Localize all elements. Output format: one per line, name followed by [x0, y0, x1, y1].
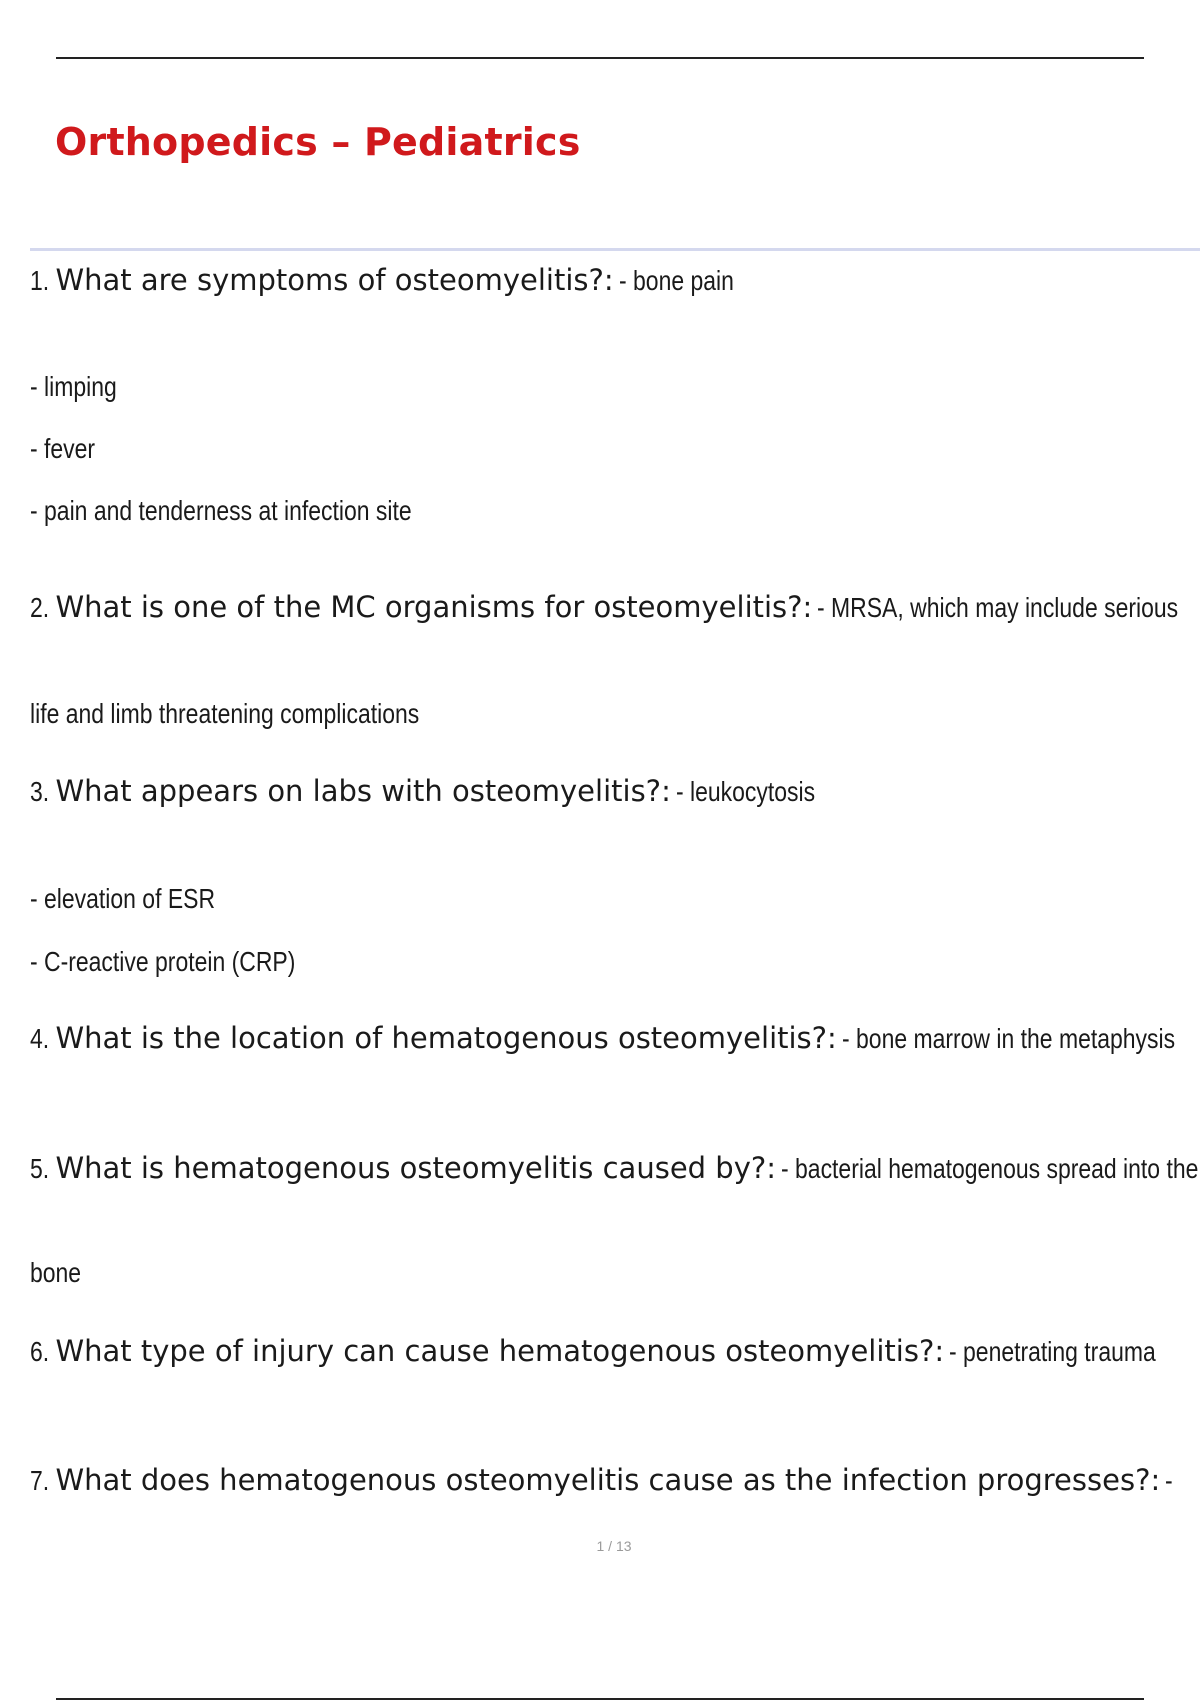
list-item-5 [30, 1151, 1200, 1185]
item-answer: - leukocytosis [675, 776, 816, 807]
item-answer: - MRSA, which may include serious [817, 592, 1179, 623]
item-answer: - penetrating trauma [949, 1336, 1156, 1367]
item-question: What are symptoms of osteomyelitis?: [55, 263, 614, 297]
answer-line: - C-reactive protein (CRP) [30, 946, 296, 977]
item-number: 4. [30, 1023, 50, 1054]
list-item-3 [30, 774, 846, 808]
item-number: 3. [30, 776, 50, 807]
item-question: What type of injury can cause hematogenous osteomyelitis?: [55, 1334, 945, 1368]
item-number: 5. [30, 1153, 50, 1184]
item-number: 1. [30, 265, 50, 296]
answer-line: - fever [30, 433, 96, 464]
answer-line: life and limb threatening complications [30, 698, 420, 729]
item-question: What is one of the MC organisms for osteomyelitis?: [55, 590, 813, 624]
title-divider [30, 248, 1200, 251]
item-question: What does hematogenous osteomyelitis cause as the infection progresses?: [55, 1463, 1161, 1497]
item-question: What is hematogenous osteomyelitis caused by?: [55, 1151, 777, 1185]
list-item-1 [30, 263, 759, 297]
answer-line: - limping [30, 371, 117, 402]
item-number: 6. [30, 1336, 50, 1367]
list-item-4 [30, 1021, 1200, 1055]
list-item-7 [30, 1463, 1175, 1497]
list-item-2 [30, 590, 1200, 624]
item-number: 2. [30, 592, 50, 623]
answer-line: - pain and tenderness at infection site [30, 495, 412, 526]
document-title: Orthopedics – Pediatrics [55, 120, 581, 164]
list-item-6 [30, 1334, 1200, 1368]
item-answer: - [1165, 1465, 1173, 1496]
item-answer: - bacterial hematogenous spread into the [781, 1153, 1199, 1184]
top-rule [56, 57, 1144, 59]
item-question: What is the location of hematogenous osteomyelitis?: [55, 1021, 837, 1055]
item-number: 7. [30, 1465, 50, 1496]
item-answer: - bone marrow in the metaphysis [841, 1023, 1175, 1054]
page-number: 1 / 13 [596, 1538, 632, 1554]
item-answer: - bone pain [618, 265, 734, 296]
answer-line: - elevation of ESR [30, 883, 216, 914]
item-question: What appears on labs with osteomyelitis?: [55, 774, 671, 808]
answer-line: bone [30, 1257, 82, 1288]
